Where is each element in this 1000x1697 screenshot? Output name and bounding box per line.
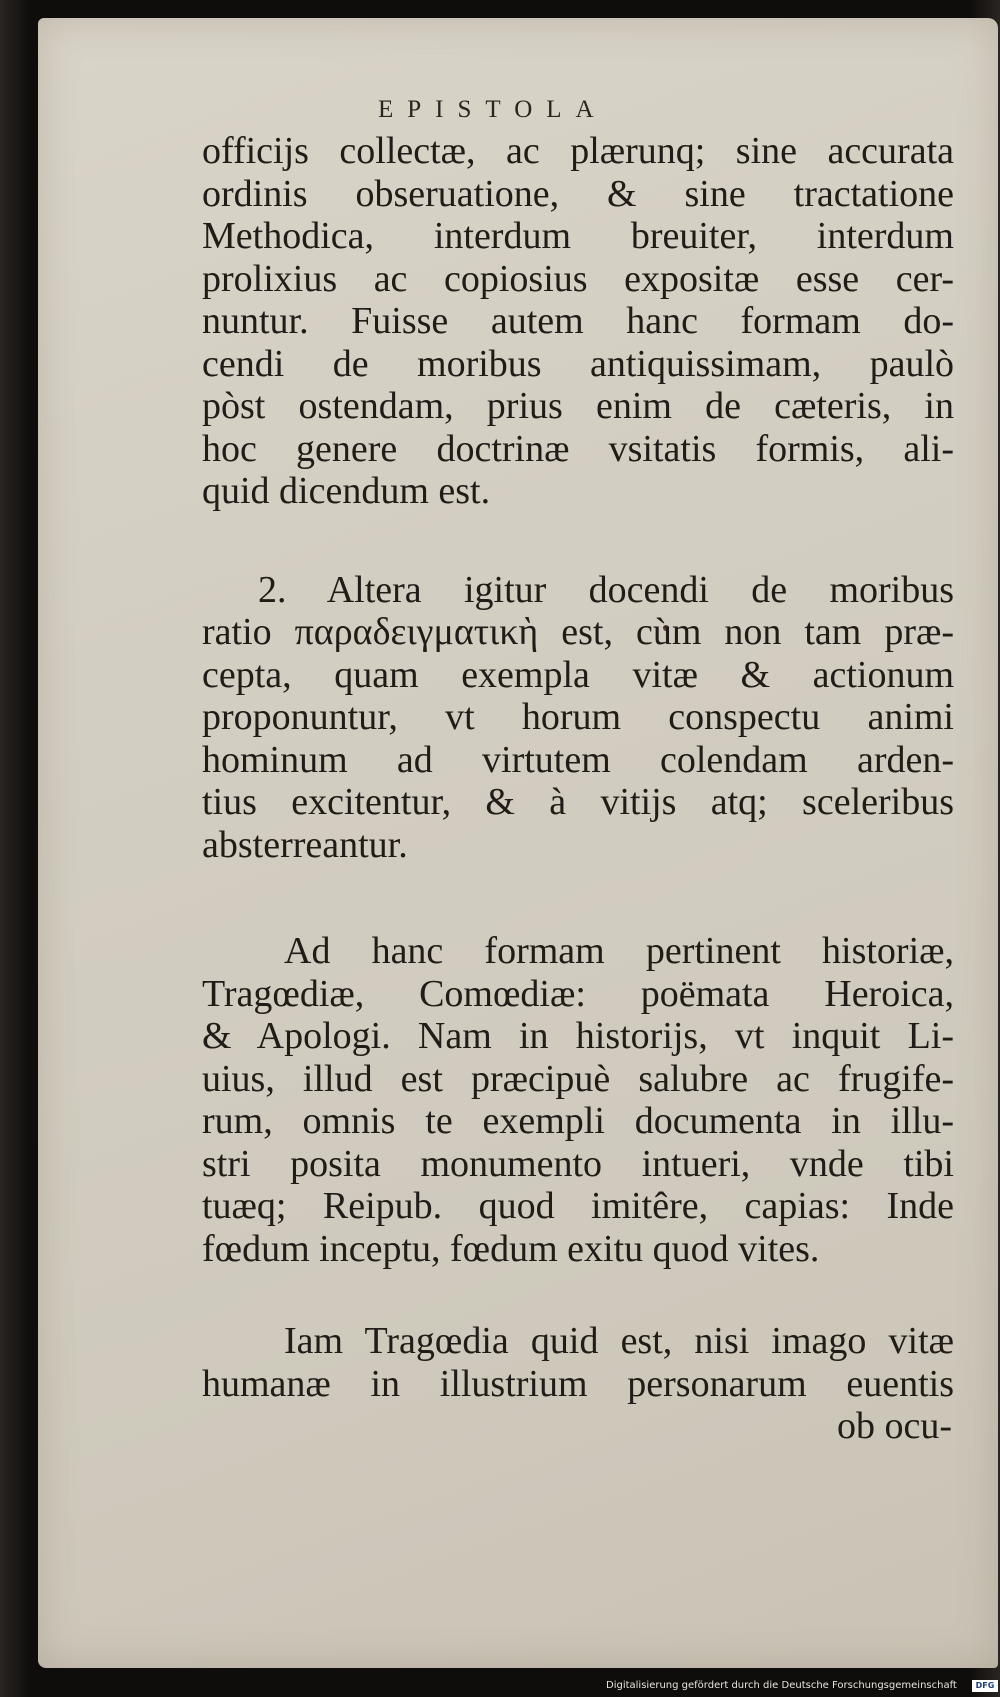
text-line: cepta, quam exempla vitæ & actionum <box>202 653 954 696</box>
text-line: uius, illud est præcipuè salubre ac frugife- <box>202 1057 954 1100</box>
running-head: EPISTOLA <box>378 96 608 123</box>
dfg-logo: DFG <box>972 1680 998 1692</box>
text-line: proponuntur, vt horum conspectu animi <box>202 696 954 738</box>
text-line: ratio παραδειγματικὴ est, cùm non tam præ- <box>202 611 954 653</box>
text-line: Tragœdiæ, Comœdiæ: poëmata Heroica, <box>202 972 954 1015</box>
text-line: Methodica, interdum breuiter, interdum <box>202 215 954 257</box>
text-line: stri posita monumento intueri, vnde tibi <box>202 1142 954 1185</box>
body-text <box>202 130 954 1448</box>
text-line: cendi de moribus antiquissimam, paulò <box>202 342 954 385</box>
text-line: Iam Tragœdia quid est, nisi imago vitæ <box>284 1320 954 1362</box>
text-line: tius excitentur, & à vitijs atq; sceleribus <box>202 781 954 823</box>
digitization-credit: Digitalisierung gefördert durch die Deutsche Forschungsgemeinschaft <box>606 1680 957 1691</box>
text-line: ordinis obseruatione, & sine tractatione <box>202 172 954 215</box>
text-line: tuæq; Reipub. quod imitêre, capias: Inde <box>202 1185 954 1227</box>
text-line: Ad hanc formam pertinent historiæ, <box>284 930 954 972</box>
text-line: officijs collectæ, ac plærunq; sine accurata <box>202 130 954 172</box>
text-line: rum, omnis te exempli documenta in illu- <box>202 1100 954 1142</box>
text-line: 2. Altera igitur docendi de moribus <box>258 568 954 611</box>
text-line: hoc genere doctrinæ vsitatis formis, ali- <box>202 427 954 470</box>
paragraph-gap <box>202 866 954 930</box>
text-line: fœdum inceptu, fœdum exitu quod vites. <box>202 1227 820 1270</box>
paragraph-gap <box>202 1270 954 1320</box>
text-line: hominum ad virtutem colendam arden- <box>202 738 954 781</box>
text-line: humanæ in illustrium personarum euentis <box>202 1362 954 1405</box>
catchword: ob ocu- <box>836 1405 952 1447</box>
text-line: pòst ostendam, prius enim de cæteris, in <box>202 385 954 427</box>
text-line: absterreantur. <box>202 823 408 866</box>
text-line: & Apologi. Nam in historijs, vt inquit Li- <box>202 1015 954 1057</box>
text-line: quid dicendum est. <box>202 470 491 512</box>
text-line: prolixius ac copiosius expositæ esse cer- <box>202 257 954 300</box>
text-line: nuntur. Fuisse autem hanc formam do- <box>202 300 954 342</box>
paragraph-gap <box>202 513 954 569</box>
